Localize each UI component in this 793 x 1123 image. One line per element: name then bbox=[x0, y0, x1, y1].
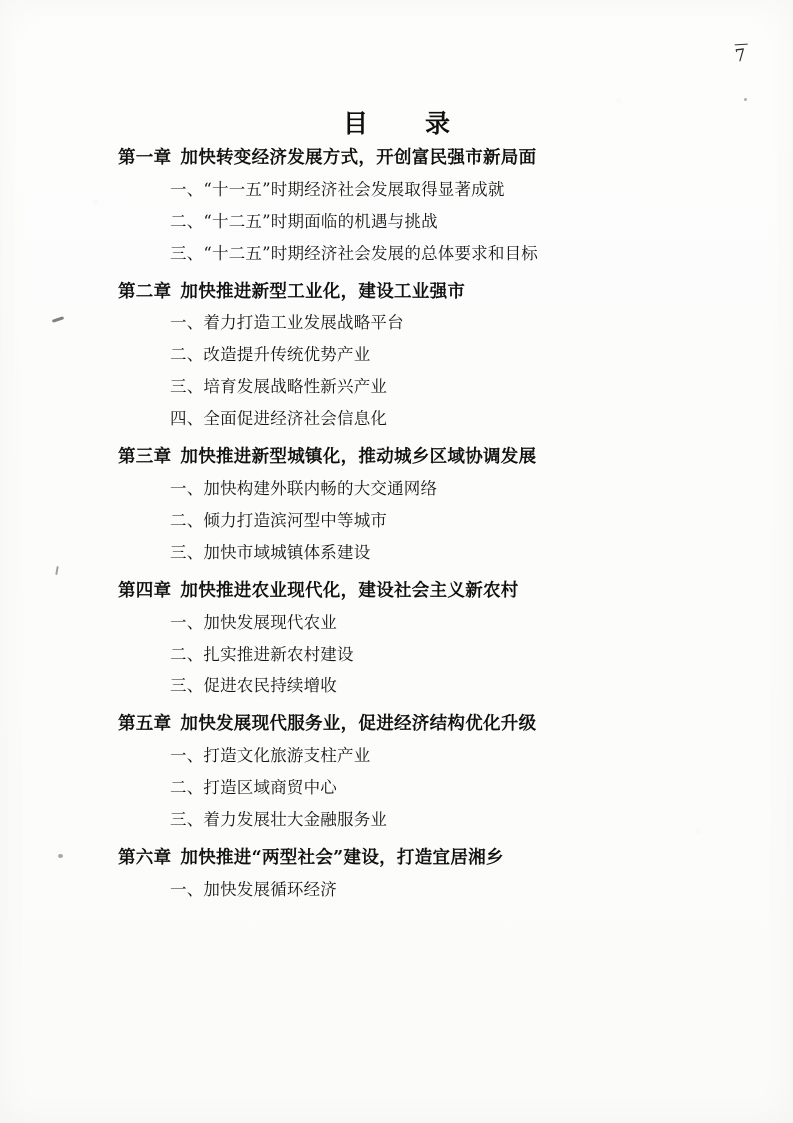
toc-group bbox=[118, 146, 678, 266]
toc-section: 四、全面促进经济社会信息化 bbox=[170, 409, 388, 429]
page-number bbox=[734, 43, 751, 67]
toc-chapter-label: 第五章 bbox=[118, 714, 172, 735]
toc-group bbox=[118, 712, 678, 832]
toc-section: 一、打造文化旅游支柱产业 bbox=[170, 746, 371, 766]
scan-mark bbox=[744, 98, 747, 101]
toc-section: 一、“十一五”时期经济社会发展取得显著成就 bbox=[170, 179, 505, 199]
toc-chapter bbox=[118, 846, 678, 871]
toc-section: 一、加快发展现代农业 bbox=[170, 612, 337, 632]
toc-section: 三、“十二五”时期经济社会发展的总体要求和目标 bbox=[170, 243, 538, 263]
toc-chapter-label: 第一章 bbox=[118, 148, 172, 168]
toc-chapter-label: 第四章 bbox=[118, 580, 172, 601]
toc-chapter bbox=[118, 280, 678, 305]
scan-mark bbox=[58, 854, 63, 858]
page-title: 目 录 bbox=[342, 109, 466, 138]
toc-group bbox=[118, 280, 678, 432]
toc-group bbox=[118, 445, 678, 565]
toc-chapter bbox=[118, 445, 678, 470]
toc-chapter-title: 加快推进“两型社会”建设，打造宜居湘乡 bbox=[180, 847, 504, 868]
table-of-contents bbox=[118, 146, 678, 910]
toc-section: 三、培育发展战略性新兴产业 bbox=[170, 377, 388, 397]
scan-mark bbox=[55, 566, 59, 575]
toc-chapter-title: 加快推进农业现代化，建设社会主义新农村 bbox=[180, 580, 519, 601]
toc-section: 一、加快发展循环经济 bbox=[170, 879, 337, 899]
toc-section: 一、加快构建外联内畅的大交通网络 bbox=[170, 478, 438, 498]
toc-chapter bbox=[118, 712, 678, 737]
page-number-value: 7 bbox=[733, 45, 748, 67]
toc-chapter-label: 第二章 bbox=[118, 281, 172, 302]
toc-section: 二、扎实推进新农村建设 bbox=[170, 644, 354, 664]
toc-chapter-label: 第三章 bbox=[118, 447, 172, 468]
toc-chapter-title: 加快发展现代服务业，促进经济结构优化升级 bbox=[180, 714, 537, 735]
toc-section: 三、着力发展壮大金融服务业 bbox=[170, 810, 388, 830]
toc-section: 二、打造区域商贸中心 bbox=[170, 778, 337, 798]
toc-section: 三、促进农民持续增收 bbox=[170, 676, 337, 696]
toc-chapter-title: 加快推进新型城镇化，推动城乡区域协调发展 bbox=[180, 447, 537, 468]
toc-section: 三、加快市域城镇体系建设 bbox=[170, 542, 371, 562]
toc-chapter-title: 加快转变经济发展方式，开创富民强市新局面 bbox=[180, 148, 537, 168]
toc-chapter-label: 第六章 bbox=[118, 847, 172, 868]
toc-chapter-title: 加快推进新型工业化，建设工业强市 bbox=[180, 281, 466, 302]
toc-section: 二、“十二五”时期面临的机遇与挑战 bbox=[170, 211, 438, 231]
scan-mark bbox=[52, 316, 64, 323]
toc-group bbox=[118, 579, 678, 699]
toc-section: 二、倾力打造滨河型中等城市 bbox=[170, 510, 388, 530]
toc-section: 一、着力打造工业发展战略平台 bbox=[170, 313, 404, 333]
toc-section: 二、改造提升传统优势产业 bbox=[170, 345, 371, 365]
toc-chapter bbox=[118, 146, 678, 171]
toc-group bbox=[118, 846, 678, 902]
toc-chapter bbox=[118, 579, 678, 604]
